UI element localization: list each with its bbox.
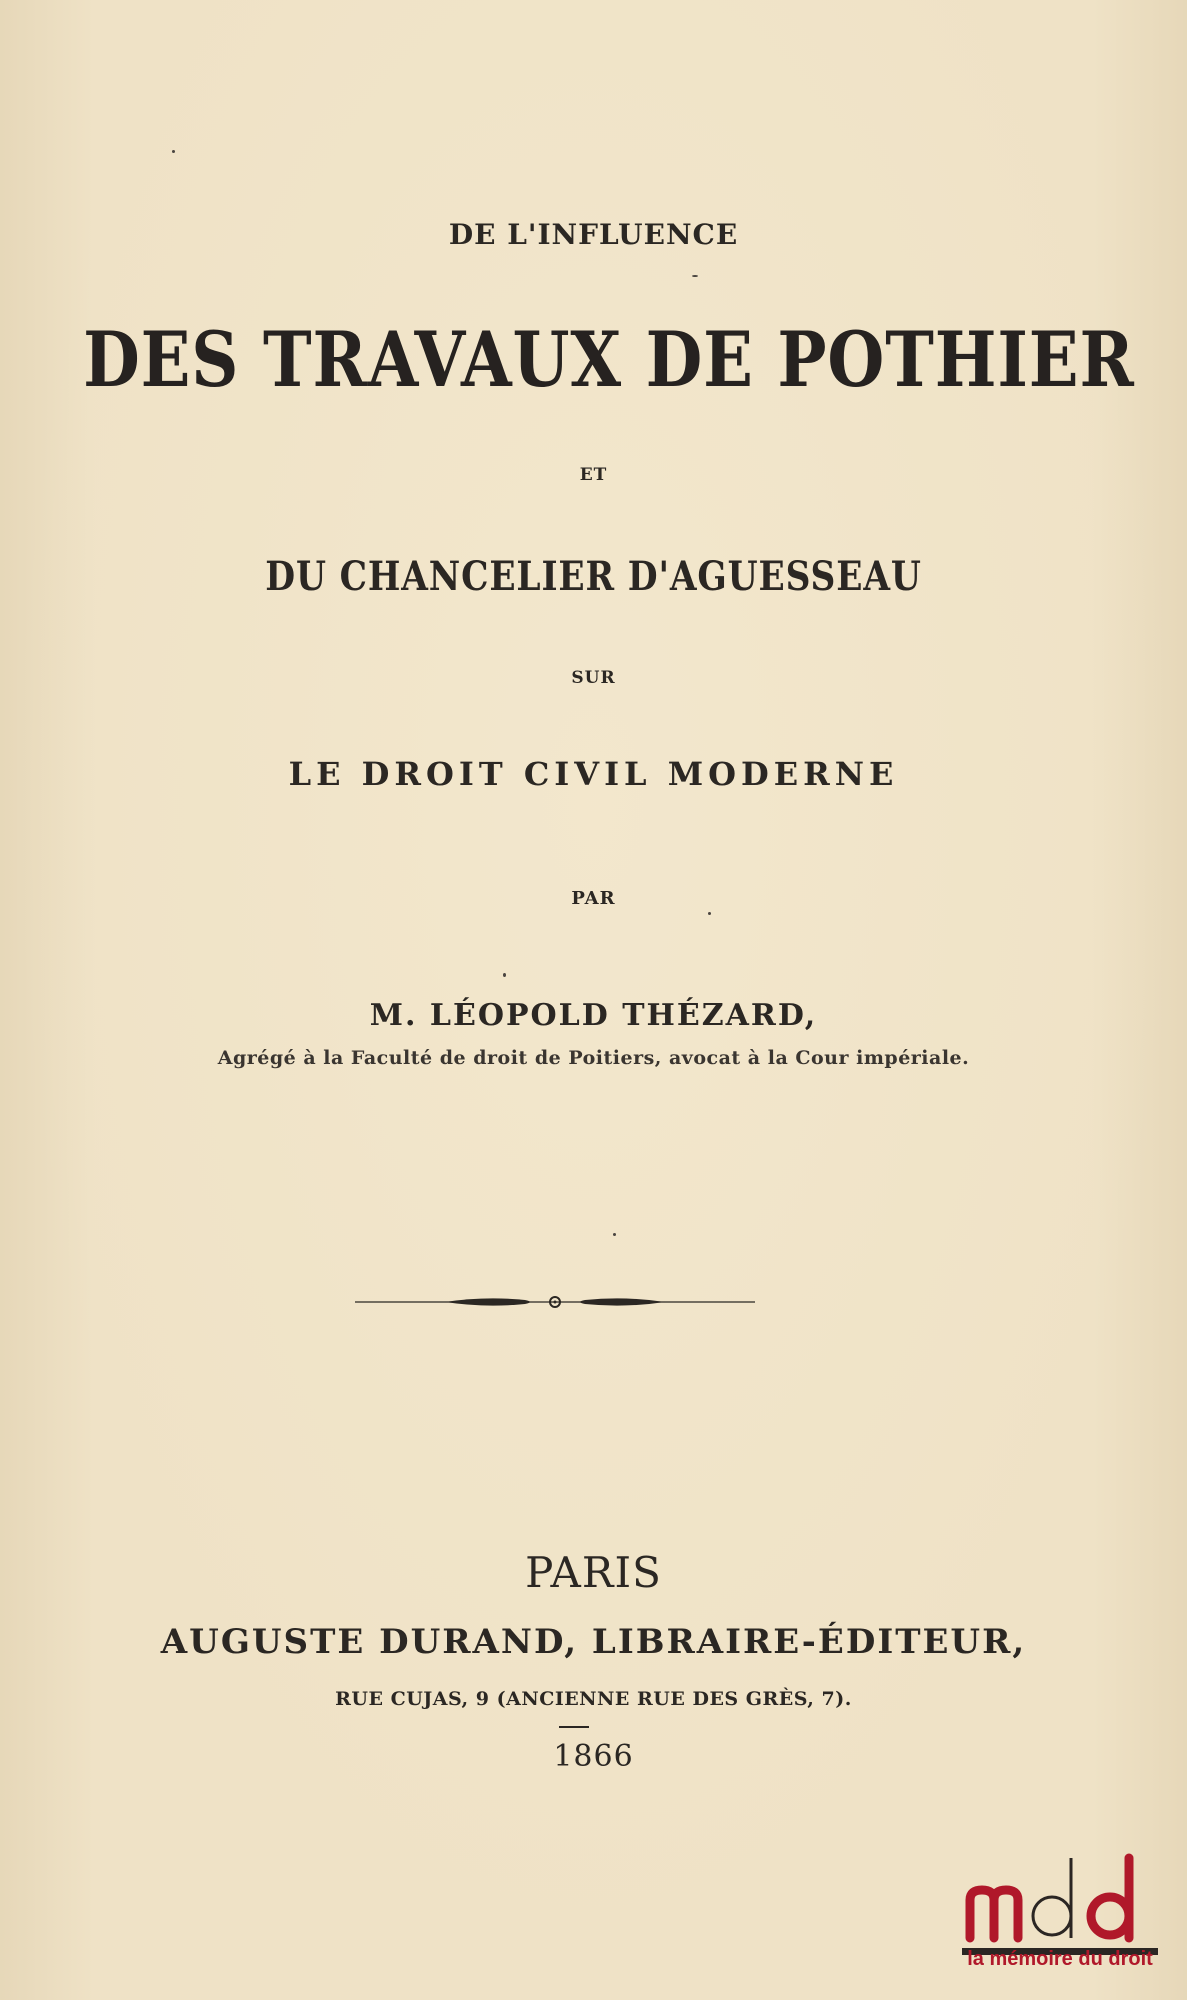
title-preposition-sur: SUR (571, 668, 616, 688)
ink-speck (503, 973, 506, 977)
imprint-divider (559, 1726, 589, 1728)
author-name: M. LÉOPOLD THÉZARD, (369, 998, 818, 1033)
title-line-6: LE DROIT CIVIL MODERNE (288, 755, 899, 793)
imprint-address: RUE CUJAS, 9 (ANCIENNE RUE DES GRÈS, 7). (335, 1688, 852, 1710)
imprint-city: PARIS (525, 1548, 662, 1597)
mdd-logo-tagline: la mémoire du droit (967, 1948, 1153, 1970)
main-title: DES TRAVAUX DE POTHIER (83, 315, 1135, 404)
imprint-publisher: AUGUSTE DURAND, LIBRAIRE-ÉDITEUR, (160, 1622, 1027, 1662)
title-conjunction-et: ET (579, 465, 608, 485)
author-title: Agrégé à la Faculté de droit de Poitiers, avocat à la Cour impériale. (217, 1047, 970, 1069)
title-par: PAR (571, 888, 616, 909)
ornament-rule (355, 1290, 755, 1314)
ink-speck (613, 1233, 616, 1236)
title-line-1: DE L'INFLUENCE (448, 218, 739, 251)
imprint-year: 1866 (553, 1739, 634, 1774)
title-line-4: DU CHANCELIER D'AGUESSEAU (265, 553, 922, 600)
ink-speck (172, 150, 175, 153)
ink-speck (708, 912, 711, 915)
ink-speck (692, 275, 698, 277)
